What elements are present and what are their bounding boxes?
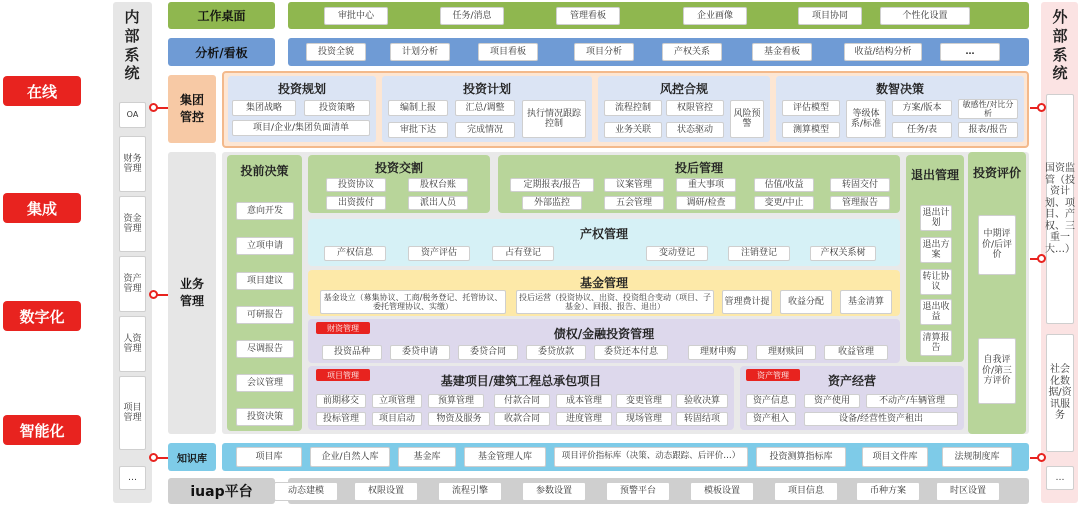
pre-proposal[interactable]: 项目建议 bbox=[236, 272, 294, 290]
post-five-meetings[interactable]: 五会管理 bbox=[604, 196, 664, 210]
post-external-monitor[interactable]: 外部监控 bbox=[522, 196, 582, 210]
debt-product[interactable]: 投资品种 bbox=[322, 345, 382, 360]
decision-sensitivity[interactable]: 敏感性/对比分析 bbox=[958, 99, 1018, 119]
tag-intelligence: 智能化 bbox=[3, 415, 81, 445]
construction-item[interactable]: 验收决算 bbox=[676, 394, 728, 408]
construction-item[interactable]: 进度管理 bbox=[556, 412, 612, 426]
decision-grade-system[interactable]: 等级体系/标准 bbox=[846, 100, 886, 138]
equity-change-reg[interactable]: 变动登记 bbox=[646, 246, 708, 261]
exit-transfer-agreement[interactable]: 转让协议 bbox=[920, 269, 952, 295]
planning-group-strategy[interactable]: 集团战略 bbox=[232, 100, 296, 116]
analytics-overview[interactable]: 投资全貌 bbox=[306, 43, 366, 61]
analytics-fund-board[interactable]: 基金看板 bbox=[752, 43, 812, 61]
knowledge-project-lib[interactable]: 项目库 bbox=[236, 447, 302, 467]
debt-loan-repay[interactable]: 委贷还本付息 bbox=[594, 345, 668, 360]
analytics-project[interactable]: 项目分析 bbox=[574, 43, 634, 61]
construction-item[interactable]: 项目启动 bbox=[372, 412, 422, 426]
knowledge-label: 知识库 bbox=[168, 443, 216, 471]
fund-liquidation[interactable]: 基金清算 bbox=[840, 290, 892, 314]
fund-establish[interactable]: 基金设立（募集协议、工商/税务登记、托管协议、委托管理协议、实缴） bbox=[320, 290, 506, 314]
construction-badge: 项目管理 bbox=[316, 369, 370, 381]
construction-item[interactable]: 前期移交 bbox=[316, 394, 366, 408]
pre-decision-title: 投前决策 bbox=[240, 163, 289, 178]
workdesk-project-collab[interactable]: 项目协同 bbox=[798, 7, 862, 25]
iuap-template[interactable]: 模板设置 bbox=[690, 482, 754, 501]
knowledge-calc-index-lib[interactable]: 投资测算指标库 bbox=[756, 447, 846, 467]
knowledge-fund-lib[interactable]: 基金库 bbox=[398, 447, 456, 467]
post-change-suspend[interactable]: 变更/中止 bbox=[754, 196, 814, 210]
plan-summary[interactable]: 汇总/调整 bbox=[455, 100, 515, 116]
debt-loan-disburse[interactable]: 委贷放款 bbox=[526, 345, 586, 360]
iuap-project-info[interactable]: 项目信息 bbox=[774, 482, 838, 501]
workdesk-board[interactable]: 管理看板 bbox=[556, 7, 620, 25]
analytics-equity[interactable]: 产权关系 bbox=[662, 43, 722, 61]
evaluation-self-third-party[interactable]: 自我评价/第三方评价 bbox=[978, 338, 1016, 404]
analytics-project-board[interactable]: 项目看板 bbox=[478, 43, 538, 61]
evaluation-title: 投资评价 bbox=[972, 166, 1021, 181]
post-motion[interactable]: 议案管理 bbox=[604, 178, 664, 192]
outer-system-data-service: 社会化数据/资讯服务 bbox=[1046, 334, 1074, 452]
equity-relation-tree[interactable]: 产权关系树 bbox=[810, 246, 876, 261]
knowledge-eval-index-lib[interactable]: 项目评价指标库（决策、动态跟踪、后评价…） bbox=[554, 447, 748, 467]
connector-dot bbox=[149, 453, 158, 462]
inner-system-oa: OA bbox=[119, 102, 146, 128]
exit-scheme[interactable]: 退出方案 bbox=[920, 237, 952, 263]
workdesk-enterprise-profile[interactable]: 企业画像 bbox=[683, 7, 747, 25]
asset-use[interactable]: 资产使用 bbox=[804, 394, 860, 408]
construction-item[interactable]: 转固结项 bbox=[676, 412, 728, 426]
construction-item[interactable]: 收款合同 bbox=[494, 412, 550, 426]
risk-permission[interactable]: 权限管控 bbox=[666, 100, 724, 116]
risk-state-driven[interactable]: 状态驱动 bbox=[666, 122, 724, 138]
post-management-report[interactable]: 管理报告 bbox=[830, 196, 890, 210]
inner-system-asset: 资产管理 bbox=[119, 256, 146, 312]
exit-plan[interactable]: 退出计划 bbox=[920, 205, 952, 231]
group-control-label: 集团管控 bbox=[168, 75, 216, 143]
risk-business-link[interactable]: 业务关联 bbox=[604, 122, 662, 138]
knowledge-fund-manager-lib[interactable]: 基金管理人库 bbox=[464, 447, 546, 467]
connector-dot bbox=[1037, 103, 1046, 112]
construction-item[interactable]: 付款合同 bbox=[494, 394, 550, 408]
equity-cancel-reg[interactable]: 注销登记 bbox=[728, 246, 790, 261]
deal-equity-ledger[interactable]: 股权台账 bbox=[408, 178, 468, 192]
iuap-label: iuap平台 bbox=[168, 478, 275, 504]
equity-asset-valuation[interactable]: 资产评估 bbox=[408, 246, 470, 261]
iuap-dynamic-model[interactable]: 动态建模 bbox=[274, 482, 338, 501]
business-label: 业务管理 bbox=[168, 152, 216, 434]
post-title: 投后管理 bbox=[674, 160, 723, 175]
exit-title: 退出管理 bbox=[910, 168, 959, 183]
iuap-currency[interactable]: 币种方案 bbox=[856, 482, 920, 501]
inner-systems-title: 内部系统 bbox=[124, 8, 140, 83]
debt-loan-contract[interactable]: 委贷合同 bbox=[458, 345, 518, 360]
deal-agreement[interactable]: 投资协议 bbox=[326, 178, 386, 192]
risk-warning[interactable]: 风险预警 bbox=[730, 100, 764, 138]
debt-loan-apply[interactable]: 委贷申请 bbox=[390, 345, 450, 360]
plan-completion[interactable]: 完成情况 bbox=[455, 122, 515, 138]
analytics-more[interactable]: … bbox=[940, 43, 1000, 61]
fund-title: 基金管理 bbox=[579, 275, 628, 290]
tag-digitalization: 数字化 bbox=[3, 301, 81, 331]
risk-process[interactable]: 流程控制 bbox=[604, 100, 662, 116]
plan-prepare[interactable]: 编制上报 bbox=[388, 100, 448, 116]
deal-capital-payment[interactable]: 出资拨付 bbox=[326, 196, 386, 210]
risk-title: 风控合规 bbox=[659, 81, 708, 96]
connector-dot bbox=[1037, 254, 1046, 263]
post-research[interactable]: 调研/检查 bbox=[676, 196, 736, 210]
construction-item[interactable]: 成本管理 bbox=[556, 394, 612, 408]
fund-distribution[interactable]: 收益分配 bbox=[780, 290, 832, 314]
planning-negative-list[interactable]: 项目/企业/集团负面清单 bbox=[232, 120, 370, 136]
plan-title: 投资计划 bbox=[462, 81, 511, 96]
outer-system-regulator: 国资监管（投资计划、项目、产权、三重一大…） bbox=[1046, 94, 1074, 324]
workdesk-label: 工作桌面 bbox=[168, 2, 275, 29]
construction-item[interactable]: 现场管理 bbox=[616, 412, 672, 426]
inner-system-finance: 财务管理 bbox=[119, 136, 146, 192]
equity-title: 产权管理 bbox=[579, 226, 628, 241]
outer-systems-title: 外部系统 bbox=[1052, 8, 1068, 83]
iuap-timezone[interactable]: 时区设置 bbox=[936, 482, 1000, 501]
construction-item[interactable]: 变更管理 bbox=[616, 394, 672, 408]
exit-return[interactable]: 退出收益 bbox=[920, 299, 952, 325]
asset-lease-out[interactable]: 设备/经营性资产租出 bbox=[804, 412, 958, 426]
decision-title: 数智决策 bbox=[875, 81, 924, 96]
decision-plan-version[interactable]: 方案/版本 bbox=[892, 100, 952, 116]
deal-title: 投资交割 bbox=[374, 160, 423, 175]
plan-issue[interactable]: 审批下达 bbox=[388, 122, 448, 138]
pre-investment-decision[interactable]: 投资决策 bbox=[236, 408, 294, 426]
tag-integration: 集成 bbox=[3, 193, 81, 223]
debt-title: 债权/金融投资管理 bbox=[553, 326, 655, 341]
construction-item[interactable]: 立项管理 bbox=[372, 394, 422, 408]
post-periodic-report[interactable]: 定期报表/报告 bbox=[510, 178, 594, 192]
knowledge-regulation-lib[interactable]: 法规制度库 bbox=[942, 447, 1012, 467]
pre-intention[interactable]: 意向开发 bbox=[236, 202, 294, 220]
debt-wealth-redeem[interactable]: 理财赎回 bbox=[756, 345, 816, 360]
connector-dot bbox=[149, 103, 158, 112]
connector-dot bbox=[149, 290, 158, 299]
workdesk-approval[interactable]: 审批中心 bbox=[324, 7, 388, 25]
pre-due-diligence[interactable]: 尽调报告 bbox=[236, 340, 294, 358]
iuap-params[interactable]: 参数设置 bbox=[522, 482, 586, 501]
pre-meeting[interactable]: 会议管理 bbox=[236, 374, 294, 392]
deal-dispatched-staff[interactable]: 派出人员 bbox=[408, 196, 468, 210]
asset-real-estate[interactable]: 不动产/车辆管理 bbox=[866, 394, 958, 408]
tag-online: 在线 bbox=[3, 76, 81, 106]
iuap-permission[interactable]: 权限设置 bbox=[354, 482, 418, 501]
construction-item[interactable]: 预算管理 bbox=[428, 394, 484, 408]
iuap-workflow[interactable]: 流程引擎 bbox=[438, 482, 502, 501]
pre-project-apply[interactable]: 立项申请 bbox=[236, 237, 294, 255]
debt-return-management[interactable]: 收益管理 bbox=[824, 345, 888, 360]
fund-management-fee[interactable]: 管理费计提 bbox=[722, 290, 772, 314]
asset-info[interactable]: 资产信息 bbox=[746, 394, 796, 408]
knowledge-enterprise-lib[interactable]: 企业/自然人库 bbox=[310, 447, 390, 467]
workdesk-personalize[interactable]: 个性化设置 bbox=[880, 7, 970, 25]
decision-task-table[interactable]: 任务/表 bbox=[892, 122, 952, 138]
planning-title: 投资规划 bbox=[277, 81, 326, 96]
post-transfer-delivery[interactable]: 转固交付 bbox=[830, 178, 890, 192]
inner-system-project: 项目管理 bbox=[119, 376, 146, 450]
decision-eval-model[interactable]: 评估模型 bbox=[782, 100, 840, 116]
inner-system-more: … bbox=[119, 466, 146, 490]
debt-wealth-subscribe[interactable]: 理财申购 bbox=[688, 345, 748, 360]
construction-title: 基建项目/建筑工程总承包项目 bbox=[440, 373, 602, 388]
outer-system-more: … bbox=[1046, 466, 1074, 490]
exit-liquidation-report[interactable]: 清算报告 bbox=[920, 330, 952, 356]
planning-strategy[interactable]: 投资策略 bbox=[304, 100, 370, 116]
post-valuation[interactable]: 估值/收益 bbox=[754, 178, 814, 192]
construction-item[interactable]: 投标管理 bbox=[316, 412, 366, 426]
inner-system-hr: 人资管理 bbox=[119, 316, 146, 372]
asset-lease-in[interactable]: 资产租入 bbox=[746, 412, 796, 426]
post-major-events[interactable]: 重大事项 bbox=[676, 178, 736, 192]
equity-possession-reg[interactable]: 占有登记 bbox=[492, 246, 554, 261]
workdesk-tasks[interactable]: 任务/消息 bbox=[440, 7, 504, 25]
analytics-label: 分析/看板 bbox=[168, 38, 275, 66]
construction-item[interactable]: 物资及服务 bbox=[428, 412, 490, 426]
equity-info[interactable]: 产权信息 bbox=[324, 246, 386, 261]
evaluation-mid-post[interactable]: 中期评价/后评价 bbox=[978, 215, 1016, 275]
fund-operation[interactable]: 投后运营（投资协议、出资、投资组合变动（项目、子基金）、回报、报告、退出） bbox=[516, 290, 714, 314]
debt-badge: 财资管理 bbox=[316, 322, 370, 334]
asset-title: 资产经营 bbox=[827, 373, 876, 388]
analytics-plan[interactable]: 计划分析 bbox=[390, 43, 450, 61]
decision-report[interactable]: 报表/报告 bbox=[958, 122, 1018, 138]
plan-tracking[interactable]: 执行情况跟踪控制 bbox=[522, 100, 586, 138]
connector-dot bbox=[1037, 453, 1046, 462]
asset-badge: 资产管理 bbox=[746, 369, 800, 381]
analytics-return[interactable]: 收益/结构分析 bbox=[844, 43, 922, 61]
iuap-alert[interactable]: 预警平台 bbox=[606, 482, 670, 501]
pre-feasibility[interactable]: 可研报告 bbox=[236, 306, 294, 324]
inner-system-treasury: 资金管理 bbox=[119, 196, 146, 252]
knowledge-file-lib[interactable]: 项目文件库 bbox=[862, 447, 928, 467]
decision-calc-model[interactable]: 测算模型 bbox=[782, 122, 840, 138]
